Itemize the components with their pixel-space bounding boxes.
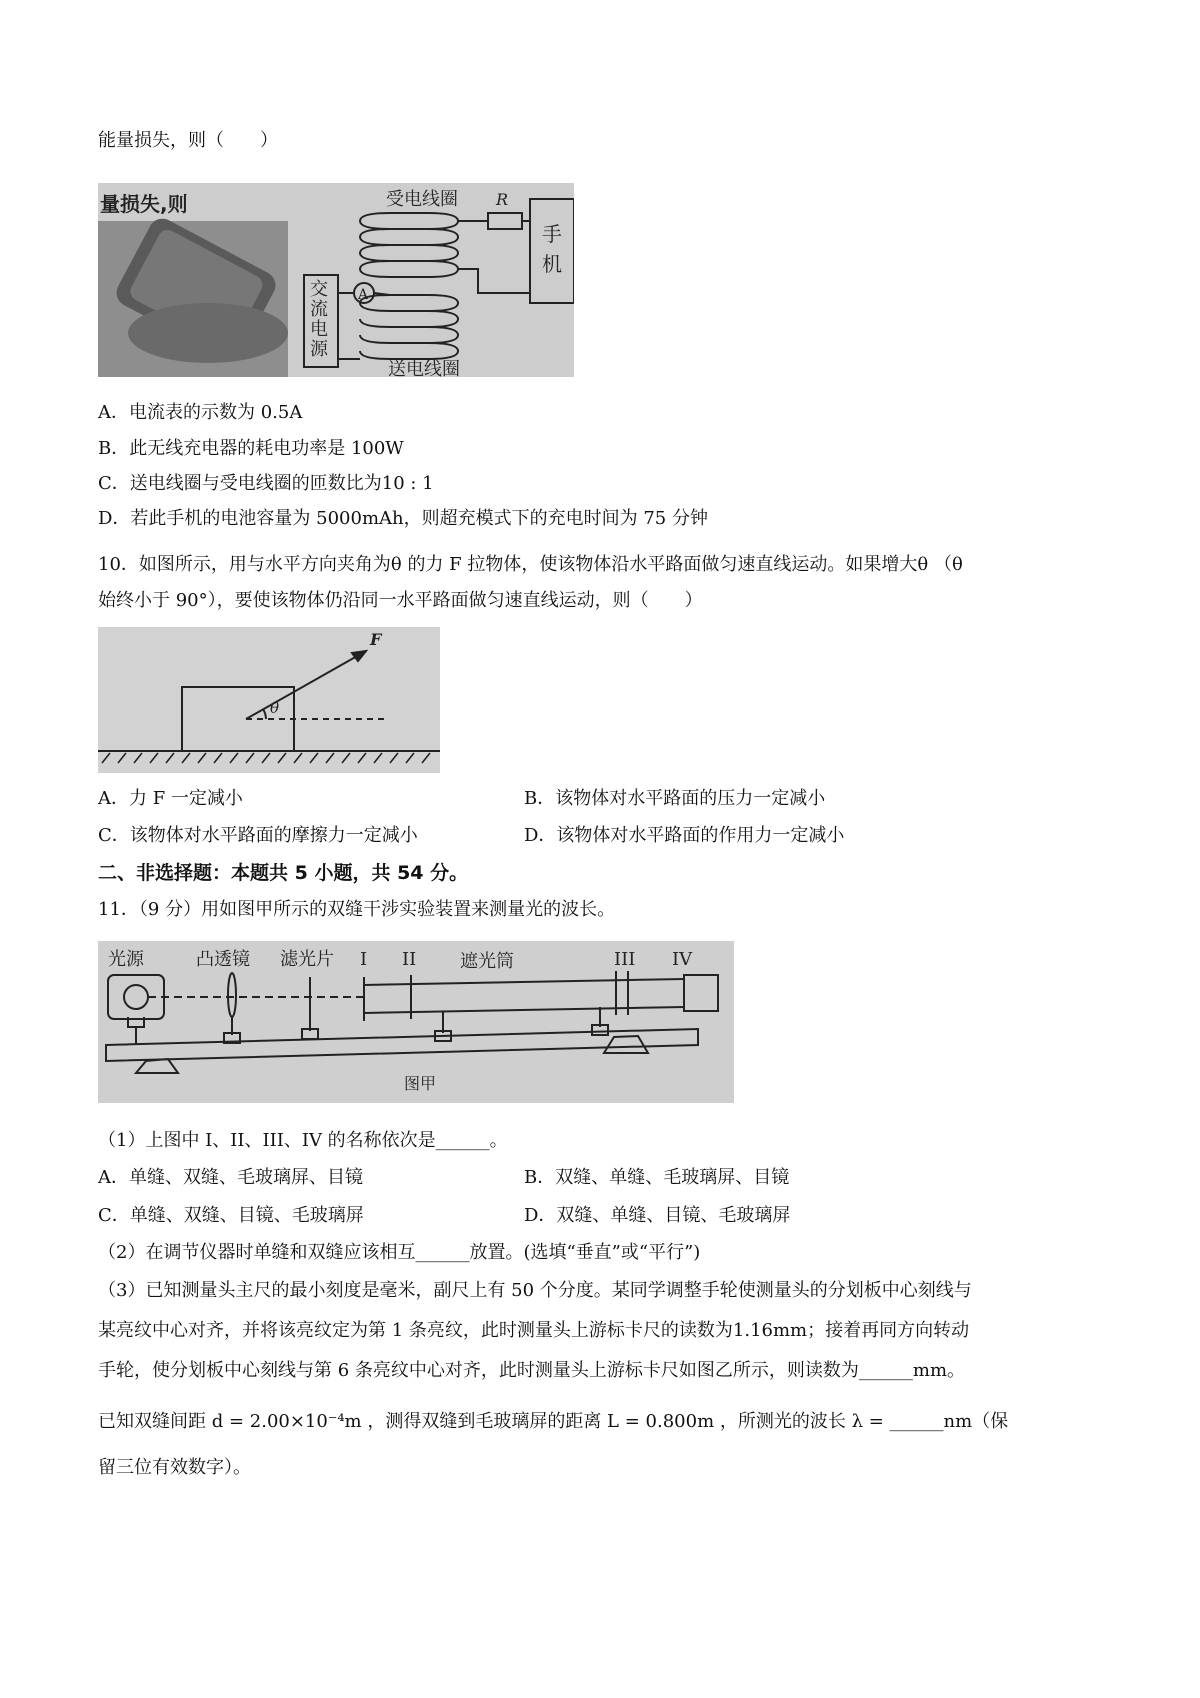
angle-label: θ	[270, 699, 280, 717]
mark-ii: II	[402, 949, 417, 970]
receive-coil-label: 受电线圈	[386, 189, 458, 210]
section-heading: 二、非选择题：本题共 5 小题，共 54 分。	[98, 862, 469, 884]
q11-sub1: （1）上图中 I、II、III、IV 的名称依次是______。	[98, 1130, 508, 1151]
q10-option-c: C．该物体对水平路面的摩擦力一定减小	[98, 825, 418, 846]
q10-stem-line2: 始终小于 90°），要使该物体仍沿同一水平路面做匀速直线运动，则（ ）	[98, 590, 703, 611]
resistor-label: R	[496, 190, 509, 209]
q9-option-a: A．电流表的示数为 0.5A	[98, 402, 303, 423]
phone-label-2: 机	[542, 252, 562, 276]
force-block-figure	[98, 627, 440, 773]
q11-sub3-line4: 已知双缝间距 d = 2.00×10⁻⁴m ，测得双缝到毛玻璃屏的距离 L = 0.800m ，所测光的波长 λ = ______nm（保	[98, 1411, 1009, 1432]
q11-stem: 11．（9 分）用如图甲所示的双缝干涉实验装置来测量光的波长。	[98, 899, 616, 920]
mark-i: I	[360, 949, 368, 970]
filter-label: 滤光片	[280, 949, 334, 970]
ac-source-2: 流	[310, 299, 328, 320]
wireless-charger-figure	[98, 183, 574, 377]
ac-source-4: 源	[310, 339, 328, 360]
convex-lens-label: 凸透镜	[196, 949, 250, 970]
q11-sub2: （2）在调节仪器时单缝和双缝应该相互______放置。(选填“垂直”或“平行”)	[98, 1242, 701, 1263]
corner-text: 量损失,则	[100, 192, 188, 216]
q11-sub1-option-b: B．双缝、单缝、毛玻璃屏、目镜	[524, 1167, 790, 1188]
ac-source-3: 电	[310, 319, 328, 340]
q11-sub1-option-a: A．单缝、双缝、毛玻璃屏、目镜	[98, 1167, 363, 1188]
q9-option-b: B．此无线充电器的耗电功率是 100W	[98, 438, 404, 459]
force-label: F	[370, 630, 382, 649]
ammeter-label: A	[358, 287, 369, 303]
mark-iv: IV	[672, 949, 693, 970]
send-coil-label: 送电线圈	[388, 359, 460, 377]
q10-option-a: A．力 F 一定减小	[98, 788, 243, 809]
q9-option-c: C．送电线圈与受电线圈的匝数比为10 : 1	[98, 473, 434, 494]
light-source-label: 光源	[108, 949, 144, 970]
q10-option-b: B．该物体对水平路面的压力一定减小	[524, 788, 826, 809]
tube-label: 遮光筒	[460, 951, 514, 972]
figure-caption: 图甲	[404, 1074, 437, 1093]
q11-sub3-line3: 手轮，使分划板中心刻线与第 6 条亮纹中心对齐，此时测量头上游标卡尺如图乙所示，则读数为______mm。	[98, 1360, 966, 1381]
ac-source-1: 交	[310, 279, 328, 300]
q9-option-d: D．若此手机的电池容量为 5000mAh，则超充模式下的充电时间为 75 分钟	[98, 508, 708, 529]
q11-sub3-line1: （3）已知测量头主尺的最小刻度是毫米，副尺上有 50 个分度。某同学调整手轮使测量头的分划板中心刻线与	[98, 1280, 972, 1301]
q10-stem-line1: 10．如图所示，用与水平方向夹角为θ 的力 F 拉物体，使该物体沿水平路面做匀速直线运动。如果增大θ （θ	[98, 554, 963, 575]
q9-stem-tail: 能量损失，则（ ）	[98, 130, 278, 151]
phone-label-1: 手	[542, 222, 562, 246]
double-slit-apparatus-figure	[98, 941, 734, 1103]
q11-sub3-line5: 留三位有效数字）。	[98, 1457, 251, 1478]
mark-iii: III	[614, 949, 636, 970]
q11-sub3-line2: 某亮纹中心对齐，并将该亮纹定为第 1 条亮纹，此时测量头上游标卡尺的读数为1.16mm；接着再同方向转动	[98, 1320, 970, 1341]
q11-sub1-option-d: D．双缝、单缝、目镜、毛玻璃屏	[524, 1205, 791, 1226]
q10-option-d: D．该物体对水平路面的作用力一定减小	[524, 825, 845, 846]
q11-sub1-option-c: C．单缝、双缝、目镜、毛玻璃屏	[98, 1205, 364, 1226]
